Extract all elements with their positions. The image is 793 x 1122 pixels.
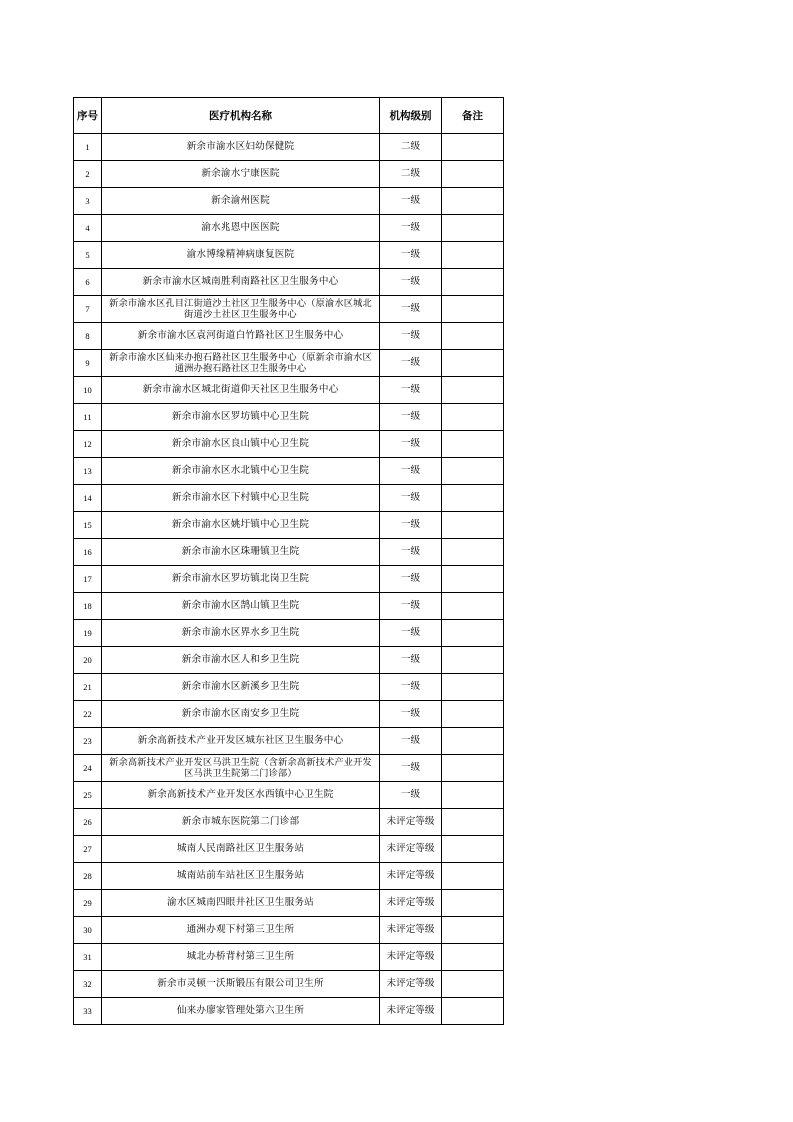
table-row	[74, 431, 504, 458]
table-row	[74, 944, 504, 971]
institution-level-cell: 未评定等级	[380, 836, 442, 863]
table-row	[74, 242, 504, 269]
remark-cell	[442, 485, 504, 512]
table-row	[74, 296, 504, 323]
table-row	[74, 647, 504, 674]
institution-name-cell: 新余市渝水区罗坊镇北岗卫生院	[102, 566, 380, 593]
institution-name-cell: 新余市渝水区仙来办抱石路社区卫生服务中心（原新余市渝水区通洲办抱石路社区卫生服务中心	[102, 350, 380, 377]
institution-name-cell: 新余市渝水区孔目江街道沙土社区卫生服务中心（原渝水区城北街道沙土社区卫生服务中心	[102, 296, 380, 323]
table-row	[74, 161, 504, 188]
table-row	[74, 917, 504, 944]
row-number-cell: 5	[74, 242, 102, 269]
table-row	[74, 458, 504, 485]
table-row	[74, 809, 504, 836]
institution-name-cell: 新余市渝水区珠珊镇卫生院	[102, 539, 380, 566]
institution-name-cell: 新余市渝水区新溪乡卫生院	[102, 674, 380, 701]
institution-level-cell: 一级	[380, 215, 442, 242]
table-header	[74, 98, 504, 134]
institution-name-cell: 新余市渝水区南安乡卫生院	[102, 701, 380, 728]
table-row	[74, 215, 504, 242]
row-number-cell: 7	[74, 296, 102, 323]
table-row	[74, 863, 504, 890]
table-row	[74, 566, 504, 593]
table-row	[74, 188, 504, 215]
institution-name-cell: 新余市渝水区良山镇中心卫生院	[102, 431, 380, 458]
row-number-cell: 33	[74, 998, 102, 1025]
row-number-cell: 22	[74, 701, 102, 728]
table-row	[74, 836, 504, 863]
row-number-cell: 19	[74, 620, 102, 647]
remark-cell	[442, 350, 504, 377]
remark-cell	[442, 431, 504, 458]
remark-cell	[442, 728, 504, 755]
institution-level-cell: 一级	[380, 431, 442, 458]
institution-level-cell: 一级	[380, 566, 442, 593]
institution-name-cell: 新余市渝水区城南胜利南路社区卫生服务中心	[102, 269, 380, 296]
institution-level-cell: 一级	[380, 242, 442, 269]
institution-level-cell: 一级	[380, 647, 442, 674]
institution-level-cell: 一级	[380, 620, 442, 647]
row-number-cell: 27	[74, 836, 102, 863]
institution-name-cell: 新余市渝水区城北街道仰天社区卫生服务中心	[102, 377, 380, 404]
table-row	[74, 728, 504, 755]
header-row	[74, 98, 504, 134]
institution-level-cell: 一级	[380, 539, 442, 566]
institution-level-cell: 一级	[380, 674, 442, 701]
remark-cell	[442, 458, 504, 485]
institution-level-cell: 未评定等级	[380, 809, 442, 836]
institution-level-cell: 一级	[380, 701, 442, 728]
table-row	[74, 539, 504, 566]
row-number-cell: 24	[74, 755, 102, 782]
institution-name-cell: 城南人民南路社区卫生服务站	[102, 836, 380, 863]
remark-cell	[442, 404, 504, 431]
institution-level-cell: 一级	[380, 728, 442, 755]
row-number-cell: 28	[74, 863, 102, 890]
institution-name-cell: 新余高新技术产业开发区马洪卫生院（含新余高新技术产业开发区马洪卫生院第二门诊部）	[102, 755, 380, 782]
medical-institution-table	[73, 97, 504, 1025]
institution-name-cell: 新余市渝水区妇幼保健院	[102, 134, 380, 161]
institution-name-cell: 新余高新技术产业开发区水西镇中心卫生院	[102, 782, 380, 809]
remark-cell	[442, 188, 504, 215]
row-number-cell: 10	[74, 377, 102, 404]
remark-cell	[442, 269, 504, 296]
row-number-cell: 1	[74, 134, 102, 161]
institution-name-cell: 渝水区城南四眼井社区卫生服务站	[102, 890, 380, 917]
table-row	[74, 404, 504, 431]
remark-cell	[442, 674, 504, 701]
row-number-cell: 12	[74, 431, 102, 458]
institution-name-cell: 新余市渝水区人和乡卫生院	[102, 647, 380, 674]
institution-level-cell: 一级	[380, 350, 442, 377]
institution-level-cell: 一级	[380, 782, 442, 809]
table-row	[74, 674, 504, 701]
table-row	[74, 377, 504, 404]
institution-level-cell: 一级	[380, 485, 442, 512]
row-number-cell: 25	[74, 782, 102, 809]
row-number-cell: 32	[74, 971, 102, 998]
row-number-cell: 16	[74, 539, 102, 566]
institution-level-cell: 二级	[380, 134, 442, 161]
institution-level-cell: 一级	[380, 404, 442, 431]
table-body	[74, 134, 504, 1025]
institution-level-cell: 一级	[380, 377, 442, 404]
table-row	[74, 485, 504, 512]
institution-name-cell: 新余市渝水区姚圩镇中心卫生院	[102, 512, 380, 539]
row-number-cell: 21	[74, 674, 102, 701]
institution-level-cell: 未评定等级	[380, 917, 442, 944]
institution-name-cell: 新余高新技术产业开发区城东社区卫生服务中心	[102, 728, 380, 755]
remark-cell	[442, 242, 504, 269]
institution-name-cell: 新余市城东医院第二门诊部	[102, 809, 380, 836]
institution-name-cell: 新余市渝水区袁河街道白竹路社区卫生服务中心	[102, 323, 380, 350]
remark-cell	[442, 998, 504, 1025]
header-name: 医疗机构名称	[102, 98, 380, 134]
institution-level-cell: 一级	[380, 458, 442, 485]
row-number-cell: 17	[74, 566, 102, 593]
remark-cell	[442, 701, 504, 728]
row-number-cell: 9	[74, 350, 102, 377]
remark-cell	[442, 161, 504, 188]
institution-name-cell: 新余市渝水区下村镇中心卫生院	[102, 485, 380, 512]
institution-level-cell: 未评定等级	[380, 998, 442, 1025]
institution-level-cell: 一级	[380, 269, 442, 296]
remark-cell	[442, 539, 504, 566]
row-number-cell: 30	[74, 917, 102, 944]
remark-cell	[442, 134, 504, 161]
institution-name-cell: 新余渝水宁康医院	[102, 161, 380, 188]
institution-level-cell: 一级	[380, 593, 442, 620]
header-remark: 备注	[442, 98, 504, 134]
institution-name-cell: 新余市渝水区水北镇中心卫生院	[102, 458, 380, 485]
institution-level-cell: 一级	[380, 188, 442, 215]
table-row	[74, 620, 504, 647]
row-number-cell: 15	[74, 512, 102, 539]
remark-cell	[442, 863, 504, 890]
table-row	[74, 782, 504, 809]
header-num: 序号	[74, 98, 102, 134]
remark-cell	[442, 890, 504, 917]
table-row	[74, 593, 504, 620]
remark-cell	[442, 782, 504, 809]
table-row	[74, 350, 504, 377]
remark-cell	[442, 593, 504, 620]
institution-name-cell: 新余市渝水区界水乡卫生院	[102, 620, 380, 647]
institution-name-cell: 城南站前车站社区卫生服务站	[102, 863, 380, 890]
remark-cell	[442, 620, 504, 647]
institution-name-cell: 新余市渝水区鹄山镇卫生院	[102, 593, 380, 620]
institution-name-cell: 新余市灵顿一沃斯锻压有限公司卫生所	[102, 971, 380, 998]
table-row	[74, 134, 504, 161]
row-number-cell: 14	[74, 485, 102, 512]
table-row	[74, 323, 504, 350]
remark-cell	[442, 323, 504, 350]
remark-cell	[442, 647, 504, 674]
row-number-cell: 3	[74, 188, 102, 215]
table-row	[74, 512, 504, 539]
header-level: 机构级别	[380, 98, 442, 134]
institution-level-cell: 未评定等级	[380, 890, 442, 917]
remark-cell	[442, 809, 504, 836]
table-row	[74, 998, 504, 1025]
row-number-cell: 11	[74, 404, 102, 431]
remark-cell	[442, 377, 504, 404]
remark-cell	[442, 836, 504, 863]
remark-cell	[442, 215, 504, 242]
institution-level-cell: 一级	[380, 323, 442, 350]
row-number-cell: 20	[74, 647, 102, 674]
table-row	[74, 971, 504, 998]
institution-name-cell: 城北办桥背村第三卫生所	[102, 944, 380, 971]
remark-cell	[442, 296, 504, 323]
row-number-cell: 8	[74, 323, 102, 350]
institution-name-cell: 渝水博缘精神病康复医院	[102, 242, 380, 269]
institution-name-cell: 通洲办观下村第三卫生所	[102, 917, 380, 944]
institution-level-cell: 一级	[380, 755, 442, 782]
row-number-cell: 6	[74, 269, 102, 296]
institution-level-cell: 一级	[380, 512, 442, 539]
institution-level-cell: 未评定等级	[380, 944, 442, 971]
row-number-cell: 13	[74, 458, 102, 485]
institution-level-cell: 未评定等级	[380, 971, 442, 998]
institution-name-cell: 渝水兆恩中医医院	[102, 215, 380, 242]
remark-cell	[442, 512, 504, 539]
institution-name-cell: 新余渝州医院	[102, 188, 380, 215]
table-row	[74, 701, 504, 728]
row-number-cell: 26	[74, 809, 102, 836]
institution-level-cell: 一级	[380, 296, 442, 323]
row-number-cell: 4	[74, 215, 102, 242]
institution-level-cell: 二级	[380, 161, 442, 188]
remark-cell	[442, 971, 504, 998]
remark-cell	[442, 917, 504, 944]
row-number-cell: 23	[74, 728, 102, 755]
remark-cell	[442, 944, 504, 971]
table-row	[74, 269, 504, 296]
table-row	[74, 890, 504, 917]
row-number-cell: 18	[74, 593, 102, 620]
remark-cell	[442, 755, 504, 782]
row-number-cell: 2	[74, 161, 102, 188]
remark-cell	[442, 566, 504, 593]
institution-level-cell: 未评定等级	[380, 863, 442, 890]
institution-name-cell: 新余市渝水区罗坊镇中心卫生院	[102, 404, 380, 431]
row-number-cell: 29	[74, 890, 102, 917]
row-number-cell: 31	[74, 944, 102, 971]
institution-name-cell: 仙来办廖家管理处第六卫生所	[102, 998, 380, 1025]
table-row	[74, 755, 504, 782]
